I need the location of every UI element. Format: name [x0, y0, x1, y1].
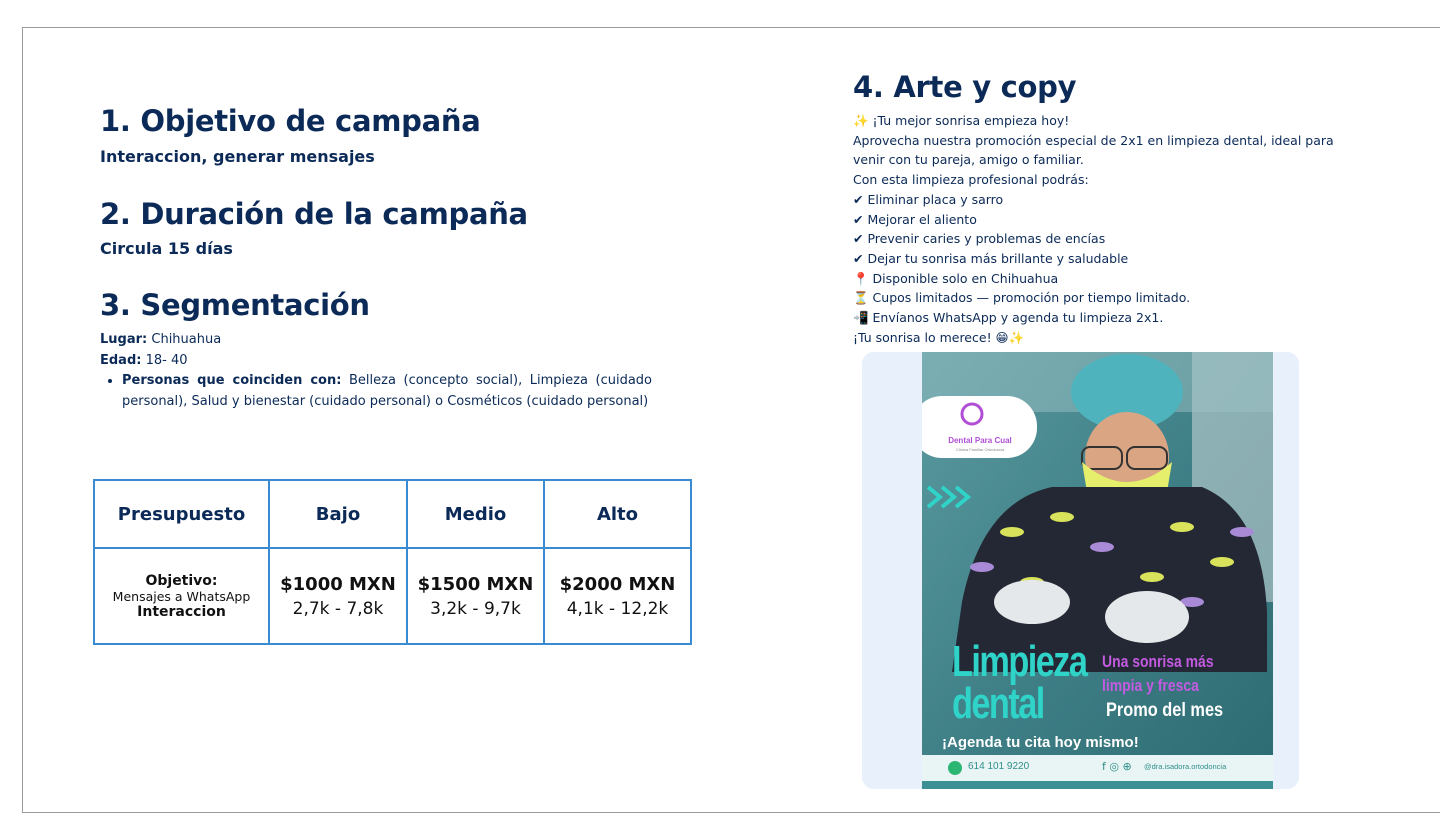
section-duration-title: 2. Duración de la campaña	[100, 197, 528, 231]
interests-value: Belleza (concepto social), Limpieza (cuidado personal), Salud y bienestar (cuidado personal) o Cosméticos (cuidado personal)	[122, 373, 653, 409]
section-objective-text: Interaccion, generar mensajes	[100, 147, 375, 166]
section-duration-text: Circula 15 días	[100, 239, 233, 258]
budget-values-row	[94, 548, 691, 644]
place-label: Lugar:	[100, 332, 148, 347]
section-segmentation-title: 3. Segmentación	[100, 288, 370, 322]
copy-line: ✨ ¡Tu mejor sonrisa empieza hoy!	[853, 113, 1070, 128]
segmentation-details	[100, 330, 652, 412]
copy-line: ✔ Prevenir caries y problemas de encías	[853, 231, 1106, 247]
objective-title: Objetivo:	[145, 572, 218, 589]
ad-brand-name: Dental Para Cual	[948, 436, 1012, 445]
copy-line: 📍 Disponible solo en Chihuahua	[853, 270, 1059, 286]
section-art-copy-title: 4. Arte y copy	[853, 70, 1077, 104]
budget-header-cell: Presupuesto	[94, 480, 269, 548]
tier-cell-high	[544, 548, 691, 644]
tier-cell-low	[269, 548, 407, 644]
tier-range: 2,7k - 7,8k	[292, 598, 384, 619]
segmentation-place	[100, 330, 652, 351]
ad-copy-text	[853, 111, 1353, 347]
ad-call-to-action: ¡Agenda tu cita hoy mismo!	[942, 734, 1139, 751]
ad-brand-subtitle: Clínica Familiar Ortodoncia	[955, 447, 1005, 452]
segmentation-interests-item	[122, 371, 652, 412]
budget-header-cell: Medio	[407, 480, 544, 548]
ad-bottom-strip	[922, 781, 1273, 789]
budget-table	[93, 479, 692, 645]
tier-range: 3,2k - 9,7k	[430, 598, 521, 619]
budget-header-cell: Alto	[544, 480, 691, 548]
copy-line: ✔ Eliminar placa y sarro	[853, 191, 1004, 207]
ad-phone: 614 101 9220	[968, 761, 1030, 772]
ad-contact-bar	[922, 755, 1273, 781]
tier-price: $1000 MXN	[280, 573, 396, 595]
age-label: Edad:	[100, 352, 142, 368]
age-value: 18- 40	[145, 352, 188, 368]
objective-line: Mensajes a WhatsApp	[112, 588, 251, 604]
budget-header-cell: Bajo	[269, 480, 407, 548]
copy-line: 📲 Envíanos WhatsApp y agenda tu limpieza 2x1.	[853, 310, 1164, 326]
copy-line: Aprovecha nuestra promoción especial de 2x1 en limpieza dental, ideal para venir con tu pareja, amigo o familiar.	[853, 132, 1334, 168]
copy-line: Con esta limpieza profesional podrás:	[853, 172, 1089, 188]
whatsapp-icon	[948, 761, 962, 775]
copy-line: ✔ Mejorar el aliento	[853, 211, 977, 227]
objective-cell	[94, 548, 269, 644]
tier-range: 4,1k - 12,2k	[566, 598, 669, 619]
tier-price: $1500 MXN	[417, 573, 534, 595]
social-icons: f ◎ ⊕	[1102, 760, 1132, 773]
ad-headline-line2: dental	[952, 679, 1044, 728]
copy-line: ✔ Dejar tu sonrisa más brillante y saludable	[853, 250, 1129, 266]
copy-line: ¡Tu sonrisa lo merece! 😁✨	[853, 329, 1025, 345]
ad-headline-line1: Limpieza	[952, 637, 1087, 686]
copy-line: ⏳ Cupos limitados — promoción por tiempo limitado.	[853, 290, 1191, 306]
tier-price: $2000 MXN	[559, 573, 676, 595]
place-value: Chihuahua	[151, 332, 222, 347]
ad-tagline-line2: limpia y fresca	[1102, 676, 1199, 695]
objective-bold: Interaccion	[137, 603, 226, 620]
ad-artwork	[922, 352, 1273, 789]
ad-tagline-line1: Una sonrisa más	[1102, 652, 1214, 671]
budget-header-row	[94, 480, 691, 548]
tier-cell-medium	[407, 548, 544, 644]
section-objective-title: 1. Objetivo de campaña	[100, 104, 481, 138]
ad-social-handle: @dra.isadora.ortodoncia	[1144, 762, 1227, 771]
segmentation-interests-list	[100, 371, 652, 412]
segmentation-age	[100, 351, 652, 372]
interests-label: Personas que coinciden con:	[122, 373, 342, 388]
ad-promo-label: Promo del mes	[1106, 700, 1224, 721]
